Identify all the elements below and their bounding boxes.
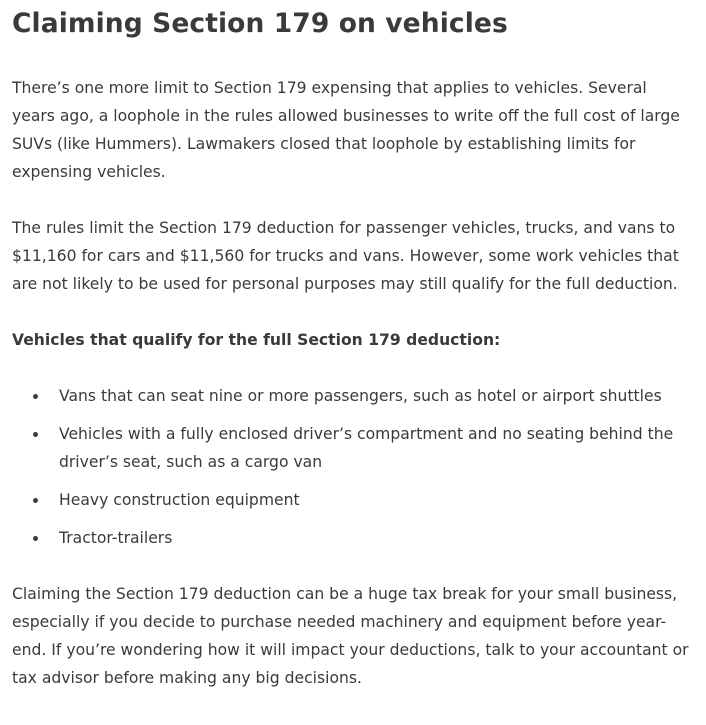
paragraph-deduction-limits: The rules limit the Section 179 deduction for passenger vehicles, trucks, and vans to $11,160 for cars and $11,560 for trucks and vans. However, some work vehicles that are not likely to be used for personal purposes may still qualify for the full deduction. <box>12 219 679 293</box>
paragraph-conclusion: Claiming the Section 179 deduction can be a huge tax break for your small business, especially if you decide to purchase needed machinery and equipment before year-end. If you’re wondering how it will impact your deductions, talk to your accountant or tax advisor before making any big decisions. <box>12 585 689 687</box>
bullet-icon <box>33 432 38 437</box>
qualifying-vehicles-list <box>12 382 694 552</box>
article-title: Claiming Section 179 on vehicles <box>12 8 508 39</box>
list-item <box>12 524 694 552</box>
list-item-text: Vans that can seat nine or more passengers, such as hotel or airport shuttles <box>59 387 662 405</box>
list-item <box>12 382 694 410</box>
bullet-icon <box>33 498 38 503</box>
list-item <box>12 486 694 514</box>
list-item-text: Heavy construction equipment <box>59 491 300 509</box>
qualifying-vehicles-heading: Vehicles that qualify for the full Section 179 deduction: <box>12 331 501 349</box>
bullet-icon <box>33 536 38 541</box>
list-item-text: Tractor-trailers <box>59 529 173 547</box>
list-item-text: Vehicles with a fully enclosed driver’s compartment and no seating behind the driver’s seat, such as a cargo van <box>59 425 674 471</box>
paragraph-vehicle-limit-intro: There’s one more limit to Section 179 expensing that applies to vehicles. Several years ago, a loophole in the rules allowed businesses to write off the full cost of large SUVs (like Hummers). Lawmakers closed that loophole by establishing limits for expensing vehicles. <box>12 79 680 181</box>
bullet-icon <box>33 394 38 399</box>
list-item <box>12 420 694 476</box>
